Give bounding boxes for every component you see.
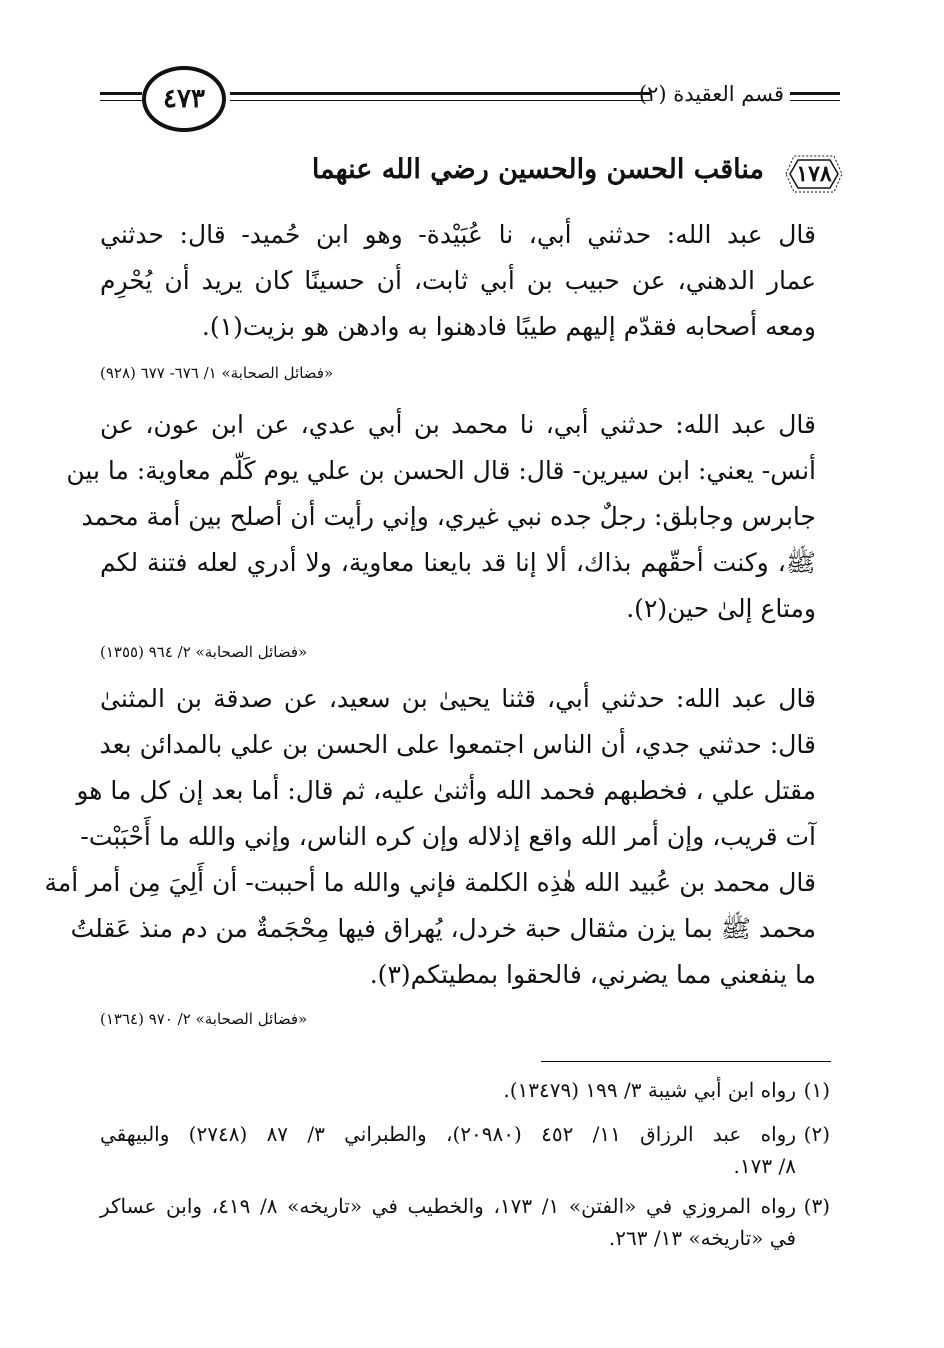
footnote-text: رواه المروزي في «الفتن» ١/ ١٧٣، والخطيب في «تاريخه» ٨/ ٤١٩، وابن عساكر bbox=[100, 1194, 797, 1218]
chapter-title: مناقب الحسن والحسين رضي الله عنهما bbox=[311, 154, 764, 185]
footnote-2 bbox=[100, 1118, 830, 1182]
header-rule bbox=[790, 100, 840, 101]
footnote-number: (٣) bbox=[803, 1194, 830, 1218]
chapter-number: ١٧٨ bbox=[796, 161, 832, 187]
text-line: ﷺ، وكنت أحقّهم بذاك، ألا إنا قد بايعنا معاوية، ولا أدري لعله فتنة لكم bbox=[100, 548, 816, 577]
reference-2: «فضائل الصحابة» ٢/ ٩٦٤ (١٣٥٥) bbox=[100, 643, 308, 661]
header-rule bbox=[230, 100, 650, 101]
text-line: قال عبد الله: حدثني أبي، نا عُبَيْدة- وهو ابن حُميد- قال: حدثني bbox=[100, 220, 816, 249]
reference-1: «فضائل الصحابة» ١/ ٦٧٦- ٦٧٧ (٩٢٨) bbox=[100, 364, 334, 382]
text-line: ما ينفعني مما يضرني، فالحقوا بمطيتكم(٣). bbox=[369, 960, 816, 989]
page-header bbox=[100, 62, 840, 138]
chapter-heading bbox=[144, 150, 844, 200]
text-line: آت قريب، وإن أمر الله واقع إذلاله وإن كره الناس، وإني والله ما أَحْبَبْت- bbox=[80, 822, 816, 851]
text-line: أنس- يعني: ابن سيرين- قال: قال الحسن بن علي يوم كَلّم معاوية: ما بين bbox=[66, 456, 816, 485]
narration-1 bbox=[100, 212, 816, 350]
page-number: ٤٧٣ bbox=[142, 66, 226, 132]
footnote-number: (١) bbox=[803, 1078, 830, 1102]
footnote-number: (٢) bbox=[803, 1122, 830, 1146]
text-line: ومعه أصحابه فقدّم إليهم طيبًا فادهنوا به وادهن هو بزيت(١). bbox=[201, 312, 816, 341]
footnote-3 bbox=[100, 1190, 830, 1254]
text-line: محمد ﷺ بما يزن مثقال حبة خردل، يُهراق فيها مِحْجَمةٌ من دم منذ عَقلتُ bbox=[70, 914, 816, 943]
header-rule bbox=[230, 92, 650, 95]
text-line: قال عبد الله: حدثني أبي، قثنا يحيىٰ بن سعيد، عن صدقة بن المثنىٰ bbox=[100, 684, 816, 713]
chapter-number-badge bbox=[784, 152, 844, 196]
header-rule bbox=[790, 92, 840, 95]
footnote-text: في «تاريخه» ١٣/ ٢٦٣. bbox=[608, 1226, 796, 1250]
footnote-text: رواه ابن أبي شيبة ٣/ ١٩٩ (١٣٤٧٩). bbox=[503, 1078, 796, 1102]
text-line: قال عبد الله: حدثني أبي، نا محمد بن أبي عدي، عن ابن عون، عن bbox=[100, 410, 816, 439]
footnote-separator bbox=[541, 1061, 831, 1062]
reference-3: «فضائل الصحابة» ٢/ ٩٧٠ (١٣٦٤) bbox=[100, 1010, 308, 1028]
text-line: ومتاع إلىٰ حين(٢). bbox=[626, 594, 816, 623]
text-line: عمار الدهني، عن حبيب بن أبي ثابت، أن حسينًا كان يريد أن يُحْرِم bbox=[100, 266, 816, 295]
footnote-text: ٨/ ١٧٣. bbox=[733, 1154, 796, 1178]
header-rule bbox=[100, 100, 142, 101]
footnote-1 bbox=[100, 1074, 830, 1106]
narration-2 bbox=[66, 402, 816, 632]
text-line: مقتل علي ، فخطبهم فحمد الله وأثنىٰ عليه، ثم قال: أما بعد إن كل ما هو bbox=[76, 776, 816, 805]
narration-3 bbox=[44, 676, 816, 998]
text-line: قال محمد بن عُبيد الله هٰذِه الكلمة فإني والله ما أحببت- أن أَلِيَ مِن أمر أمة bbox=[44, 868, 816, 897]
header-rule bbox=[100, 92, 142, 95]
footnote-text: رواه عبد الرزاق ١١/ ٤٥٢ (٢٠٩٨٠)، والطبراني ٣/ ٨٧ (٢٧٤٨) والبيهقي bbox=[100, 1122, 796, 1146]
section-title: قسم العقيدة (٢) bbox=[638, 82, 784, 106]
text-line: قال: حدثني جدي، أن الناس اجتمعوا على الحسن بن علي بالمدائن بعد bbox=[99, 730, 816, 759]
text-line: جابرس وجابلق: رجلٌ جده نبي غيري، وإني رأيت أن أصلح بين أمة محمد bbox=[81, 502, 816, 531]
